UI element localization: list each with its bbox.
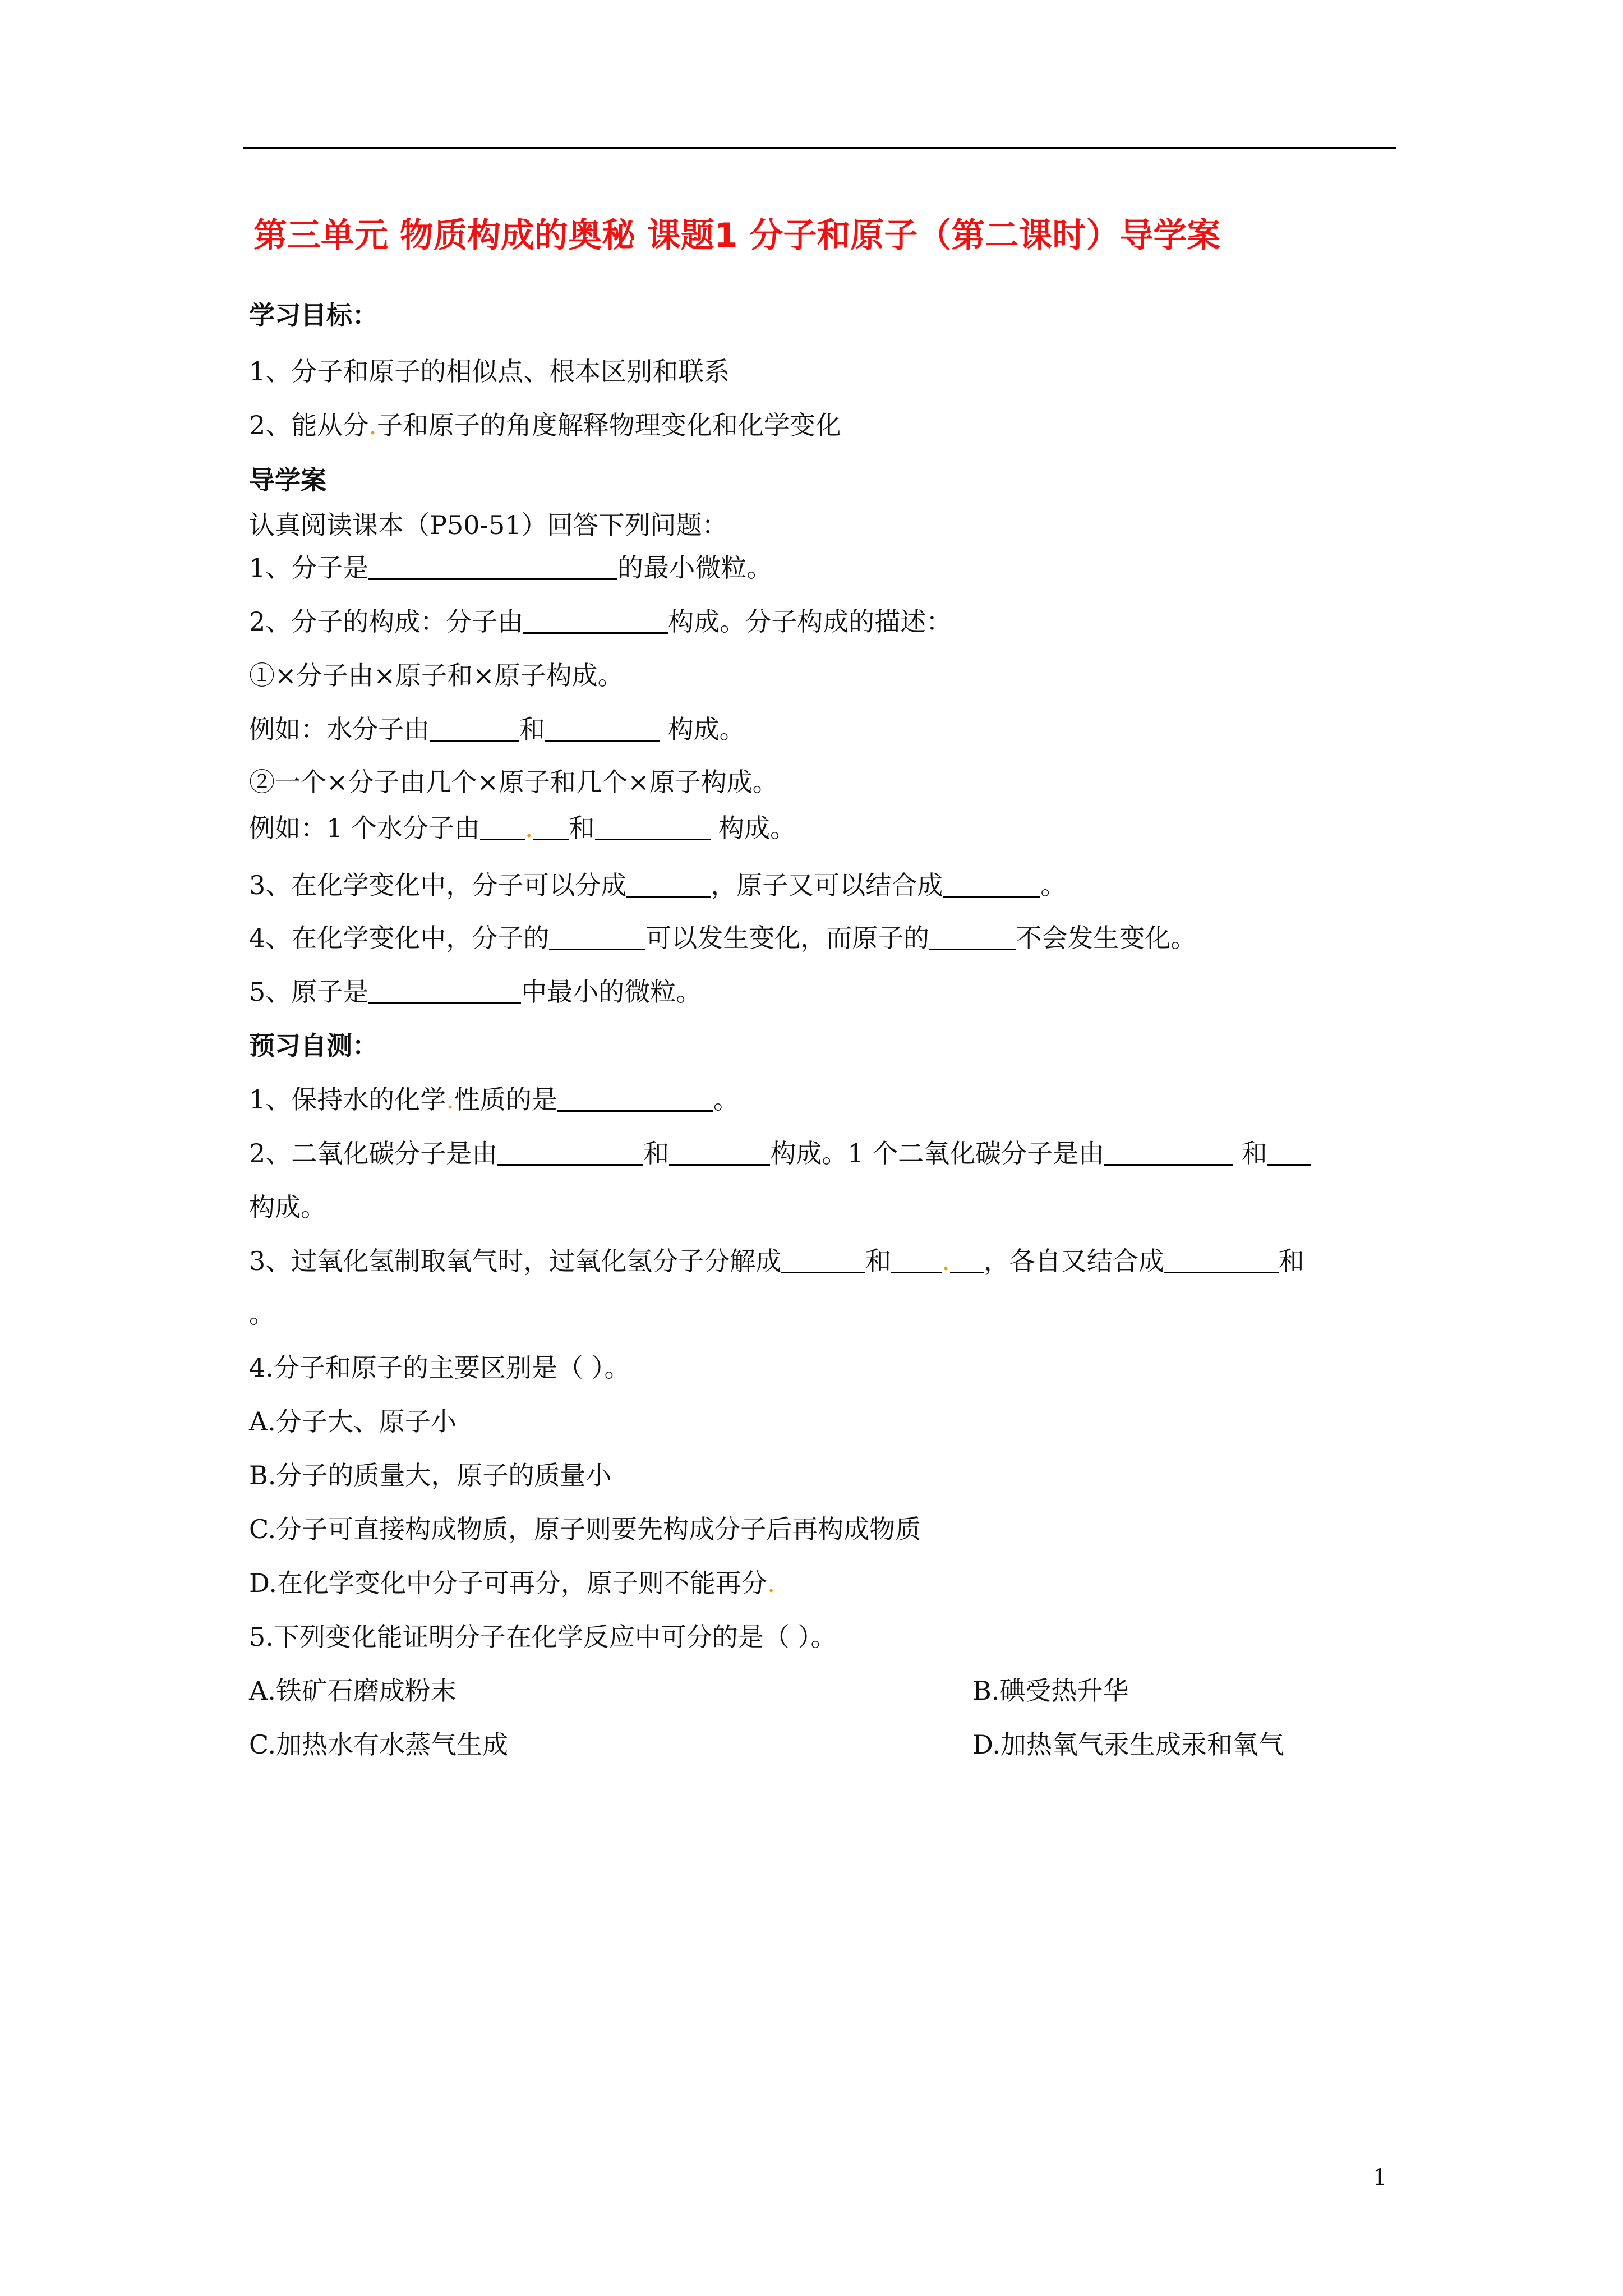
guide-question-2-desc-2: ②一个×分子由几个×原子和几个×原子构成。 xyxy=(249,767,778,797)
guide-question-2-example-1: 例如：水分子由 和 构成。 xyxy=(249,714,745,744)
selftest-question-4-option-d: D.在化学变化中分子可再分，原子则不能再分. xyxy=(249,1568,776,1598)
answer-blank[interactable] xyxy=(368,980,521,1004)
guide-question-5: 5、原子是 中最小的微粒。 xyxy=(249,977,702,1007)
selftest-question-3: 3、过氧化氢制取氧气时，过氧化氢分子分解成 和 . ，各自又结合成 和 xyxy=(249,1246,1304,1276)
selftest-question-2-end: 构成。 xyxy=(249,1192,326,1222)
guide-question-1: 1、分子是 的最小微粒。 xyxy=(249,553,773,583)
objective-item-2: 2、能从分.子和原子的角度解释物理变化和化学变化 xyxy=(249,410,841,440)
answer-blank[interactable] xyxy=(430,717,519,742)
selftest-question-5-option-d: D.加热氧气汞生成汞和氧气 xyxy=(972,1729,1284,1760)
answer-blank[interactable] xyxy=(891,1249,942,1273)
guide-question-4: 4、在化学变化中，分子的 可以发生变化，而原子的 不会发生变化。 xyxy=(249,923,1197,953)
selftest-question-1: 1、保持水的化学.性质的是 。 xyxy=(249,1084,739,1115)
objectives-heading: 学习目标： xyxy=(249,300,378,330)
selftest-question-3-end: 。 xyxy=(249,1299,275,1329)
guide-question-2: 2、分子的构成：分子由 构成。分子构成的描述： xyxy=(249,606,952,637)
selftest-question-5-options-row-2 xyxy=(249,1727,1399,1763)
document-title: 第三单元 物质构成的奥秘 课题1 分子和原子（第二课时）导学案 xyxy=(253,216,1221,255)
answer-blank[interactable] xyxy=(1104,1142,1233,1166)
answer-blank[interactable] xyxy=(626,873,711,898)
selftest-question-5-options-row-1 xyxy=(249,1673,1399,1709)
answer-blank[interactable] xyxy=(950,1249,984,1273)
guide-question-3: 3、在化学变化中，分子可以分成 ，原子又可以结合成 。 xyxy=(249,870,1067,900)
guide-question-2-example-2: 例如：1 个水分子由 . 和 构成。 xyxy=(249,813,796,843)
selftest-question-4-option-b: B.分子的质量大，原子的质量小 xyxy=(249,1460,612,1490)
objective-item-1: 1、分子和原子的相似点、根本区别和联系 xyxy=(249,356,730,386)
selftest-question-5-option-c: C.加热水有水蒸气生成 xyxy=(249,1729,509,1760)
answer-blank[interactable] xyxy=(533,816,569,840)
guide-question-2-desc-1: ①×分子由×原子和×原子构成。 xyxy=(249,660,624,691)
selftest-question-4-option-c: C.分子可直接构成物质，原子则要先构成分子后再构成物质 xyxy=(249,1514,921,1544)
header-rule xyxy=(243,147,1396,149)
answer-blank[interactable] xyxy=(368,556,617,580)
answer-blank[interactable] xyxy=(943,873,1040,898)
selftest-question-4: 4.分子和原子的主要区别是（ ）。 xyxy=(249,1352,630,1383)
answer-blank[interactable] xyxy=(480,816,525,840)
selftest-question-5-option-a: A.铁矿石磨成粉末 xyxy=(249,1676,457,1706)
selftest-question-4-option-a: A.分子大、原子小 xyxy=(249,1406,457,1437)
page-number: 1 xyxy=(1373,2165,1387,2191)
answer-blank[interactable] xyxy=(669,1142,770,1166)
answer-blank[interactable] xyxy=(523,610,668,634)
selftest-question-5-option-b: B.碘受热升华 xyxy=(972,1676,1129,1706)
answer-blank[interactable] xyxy=(549,926,645,950)
guide-intro: 认真阅读课本（P50-51）回答下列问题： xyxy=(249,510,728,540)
answer-blank[interactable] xyxy=(557,1088,713,1112)
selftest-question-5: 5.下列变化能证明分子在化学反应中可分的是（ ）。 xyxy=(249,1622,837,1652)
selftest-heading: 预习自测： xyxy=(249,1030,378,1061)
selftest-question-2: 2、二氧化碳分子是由 和 构成。1 个二氧化碳分子是由 和 xyxy=(249,1135,1311,1171)
answer-blank[interactable] xyxy=(929,926,1016,950)
answer-blank[interactable] xyxy=(595,816,711,840)
answer-blank[interactable] xyxy=(1164,1249,1279,1273)
answer-blank[interactable] xyxy=(497,1142,643,1166)
answer-blank[interactable] xyxy=(1267,1142,1311,1166)
guide-heading: 导学案 xyxy=(249,465,326,495)
answer-blank[interactable] xyxy=(545,717,660,742)
answer-blank[interactable] xyxy=(781,1249,865,1273)
